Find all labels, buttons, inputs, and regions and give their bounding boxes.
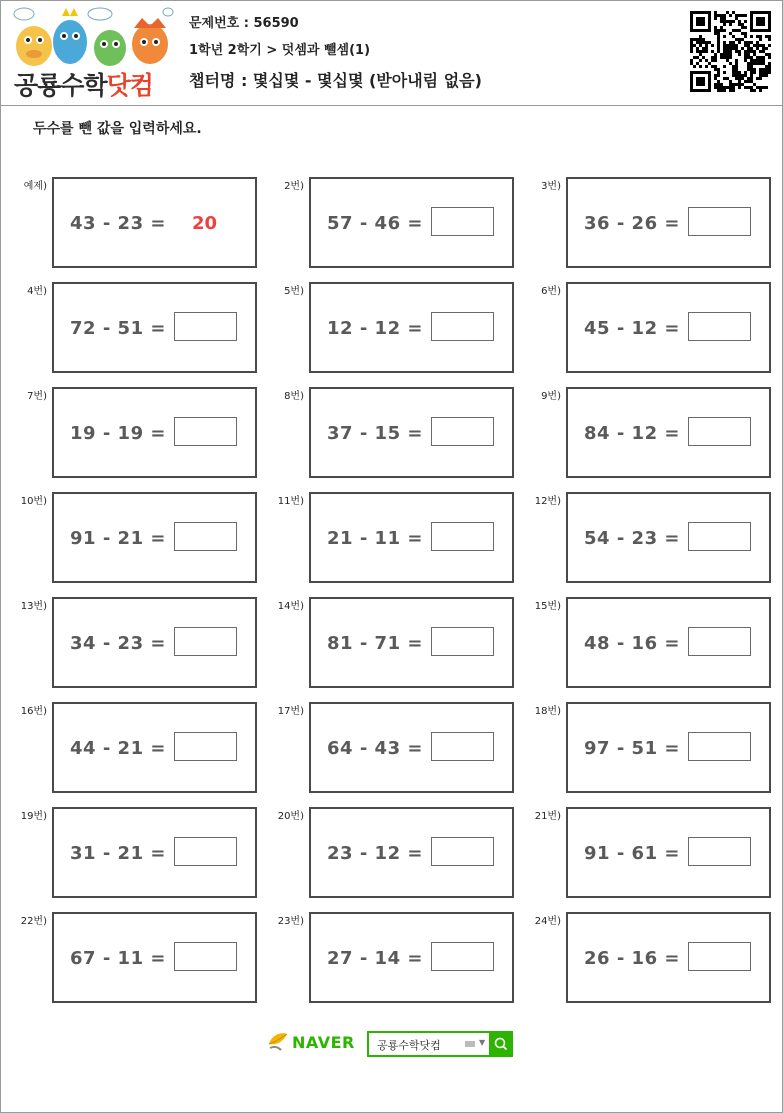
problem-box (566, 282, 771, 373)
problem-card (514, 597, 771, 689)
problem-card (257, 387, 514, 479)
problem-card (0, 807, 257, 899)
problem-card (257, 807, 514, 899)
search-query: 공룡수학닷컴 (377, 1039, 441, 1052)
problem-number-label: 7번) (27, 391, 47, 402)
problem-number-label: 3번) (541, 181, 561, 192)
answer-input[interactable] (174, 732, 237, 761)
problem-card (514, 807, 771, 899)
problem-expression: 67 - 11 = (70, 948, 166, 969)
problem-number-label: 2번) (284, 181, 304, 192)
problem-expression: 12 - 12 = (327, 318, 423, 339)
answer-input[interactable] (688, 732, 751, 761)
dinosaur-mascots-icon (12, 6, 174, 72)
problem-number-label: 22번) (20, 916, 47, 927)
problem-box (566, 807, 771, 898)
problem-number-label: 9번) (541, 391, 561, 402)
problem-expression: 54 - 23 = (584, 528, 680, 549)
answer-input[interactable] (431, 732, 494, 761)
naver-wordmark: NAVER (292, 1033, 355, 1052)
problem-expression: 84 - 12 = (584, 423, 680, 444)
answer-input[interactable] (688, 312, 751, 341)
problem-number-label: 24번) (534, 916, 561, 927)
problem-card (257, 177, 514, 269)
problem-card (0, 492, 257, 584)
header-divider (0, 105, 783, 106)
problem-number-label: 6번) (541, 286, 561, 297)
problem-box (566, 702, 771, 793)
problem-card (257, 597, 514, 689)
problem-card (0, 702, 257, 794)
problem-card (514, 177, 771, 269)
problem-number-label: 20번) (277, 811, 304, 822)
chapter-title: 챕터명 : 몇십몇 - 몇십몇 (받아내림 없음) (189, 71, 482, 90)
problem-number-label: 17번) (277, 706, 304, 717)
answer-input[interactable] (174, 312, 237, 341)
problem-box (566, 597, 771, 688)
problem-number-label: 예제) (23, 181, 47, 192)
problem-expression: 97 - 51 = (584, 738, 680, 759)
answer-input[interactable] (431, 942, 494, 971)
naver-leaf-icon (266, 1030, 290, 1054)
answer-input[interactable] (688, 207, 751, 236)
logo-brand-main: 공룡수학 (14, 71, 107, 100)
problem-card (514, 387, 771, 479)
problem-number-label: 11번) (277, 496, 304, 507)
problem-box (566, 387, 771, 478)
problem-number-label: 13번) (20, 601, 47, 612)
problem-card (257, 912, 514, 1004)
problem-box (309, 387, 514, 478)
answer-input[interactable] (688, 627, 751, 656)
problem-expression: 91 - 61 = (584, 843, 680, 864)
answer-input[interactable] (174, 627, 237, 656)
problem-box (309, 492, 514, 583)
problem-card (257, 282, 514, 374)
problem-box (309, 282, 514, 373)
problem-expression: 45 - 12 = (584, 318, 680, 339)
problem-expression: 44 - 21 = (70, 738, 166, 759)
problem-box (52, 492, 257, 583)
problem-expression: 31 - 21 = (70, 843, 166, 864)
answer-input[interactable] (174, 942, 237, 971)
problem-expression: 23 - 12 = (327, 843, 423, 864)
problem-box (309, 912, 514, 1003)
search-button[interactable] (489, 1031, 513, 1057)
problem-box (52, 807, 257, 898)
problem-card (0, 912, 257, 1004)
search-input[interactable] (367, 1031, 491, 1057)
problem-number-label: 19번) (20, 811, 47, 822)
problem-expression: 72 - 51 = (70, 318, 166, 339)
problem-card (514, 912, 771, 1004)
example-answer: 20 (192, 213, 218, 234)
answer-input[interactable] (174, 522, 237, 551)
answer-input[interactable] (688, 837, 751, 866)
problem-number-label: 23번) (277, 916, 304, 927)
problem-box (309, 597, 514, 688)
keyboard-icon[interactable] (465, 1041, 475, 1047)
problem-number-label: 10번) (20, 496, 47, 507)
answer-input[interactable] (174, 417, 237, 446)
answer-input[interactable] (688, 942, 751, 971)
problem-expression: 81 - 71 = (327, 633, 423, 654)
problem-expression: 57 - 46 = (327, 213, 423, 234)
answer-input[interactable] (431, 312, 494, 341)
answer-input[interactable] (431, 522, 494, 551)
problem-box (309, 177, 514, 268)
problem-expression: 43 - 23 = (70, 213, 166, 234)
answer-input[interactable] (431, 837, 494, 866)
breadcrumb: 1학년 2학기 > 덧셈과 뺄셈(1) (189, 43, 371, 58)
problem-card (0, 177, 257, 269)
problem-number-label: 18번) (534, 706, 561, 717)
problem-expression: 26 - 16 = (584, 948, 680, 969)
problem-card (257, 702, 514, 794)
answer-input[interactable] (431, 417, 494, 446)
problem-card (0, 387, 257, 479)
dropdown-caret-icon[interactable]: ▼ (479, 1038, 486, 1047)
problem-card (514, 282, 771, 374)
problem-box (566, 912, 771, 1003)
problem-box (52, 912, 257, 1003)
problem-number-label: 8번) (284, 391, 304, 402)
answer-input[interactable] (688, 522, 751, 551)
problem-expression: 37 - 15 = (327, 423, 423, 444)
problem-box (309, 807, 514, 898)
problem-box (52, 177, 257, 268)
instruction: 두수를 뺀 값을 입력하세요. (33, 121, 202, 137)
problem-expression: 36 - 26 = (584, 213, 680, 234)
answer-input[interactable] (431, 207, 494, 236)
problem-card (514, 492, 771, 584)
problem-card (0, 597, 257, 689)
qr-code-icon[interactable] (690, 11, 771, 92)
problem-expression: 19 - 19 = (70, 423, 166, 444)
problem-expression: 21 - 11 = (327, 528, 423, 549)
problem-expression: 27 - 14 = (327, 948, 423, 969)
logo-brand-text (14, 66, 153, 102)
problem-box (52, 702, 257, 793)
problem-box (52, 387, 257, 478)
problem-card (257, 492, 514, 584)
problem-expression: 91 - 21 = (70, 528, 166, 549)
problem-box (566, 492, 771, 583)
problem-box (309, 702, 514, 793)
problem-number-label: 21번) (534, 811, 561, 822)
problem-box (566, 177, 771, 268)
problem-expression: 34 - 23 = (70, 633, 166, 654)
problem-number-label: 12번) (534, 496, 561, 507)
problem-box (52, 597, 257, 688)
search-icon (489, 1031, 513, 1057)
answer-input[interactable] (688, 417, 751, 446)
answer-input[interactable] (431, 627, 494, 656)
problem-expression: 64 - 43 = (327, 738, 423, 759)
problem-number-label: 5번) (284, 286, 304, 297)
logo-brand-accent: 닷컴 (106, 71, 153, 100)
problem-number-label: 14번) (277, 601, 304, 612)
problem-number-label: 16번) (20, 706, 47, 717)
problem-expression: 48 - 16 = (584, 633, 680, 654)
problem-card (0, 282, 257, 374)
problem-number-label: 15번) (534, 601, 561, 612)
problem-box (52, 282, 257, 373)
answer-input[interactable] (174, 837, 237, 866)
problem-number: 문제번호 : 56590 (189, 16, 299, 31)
problem-number-label: 4번) (27, 286, 47, 297)
problem-card (514, 702, 771, 794)
